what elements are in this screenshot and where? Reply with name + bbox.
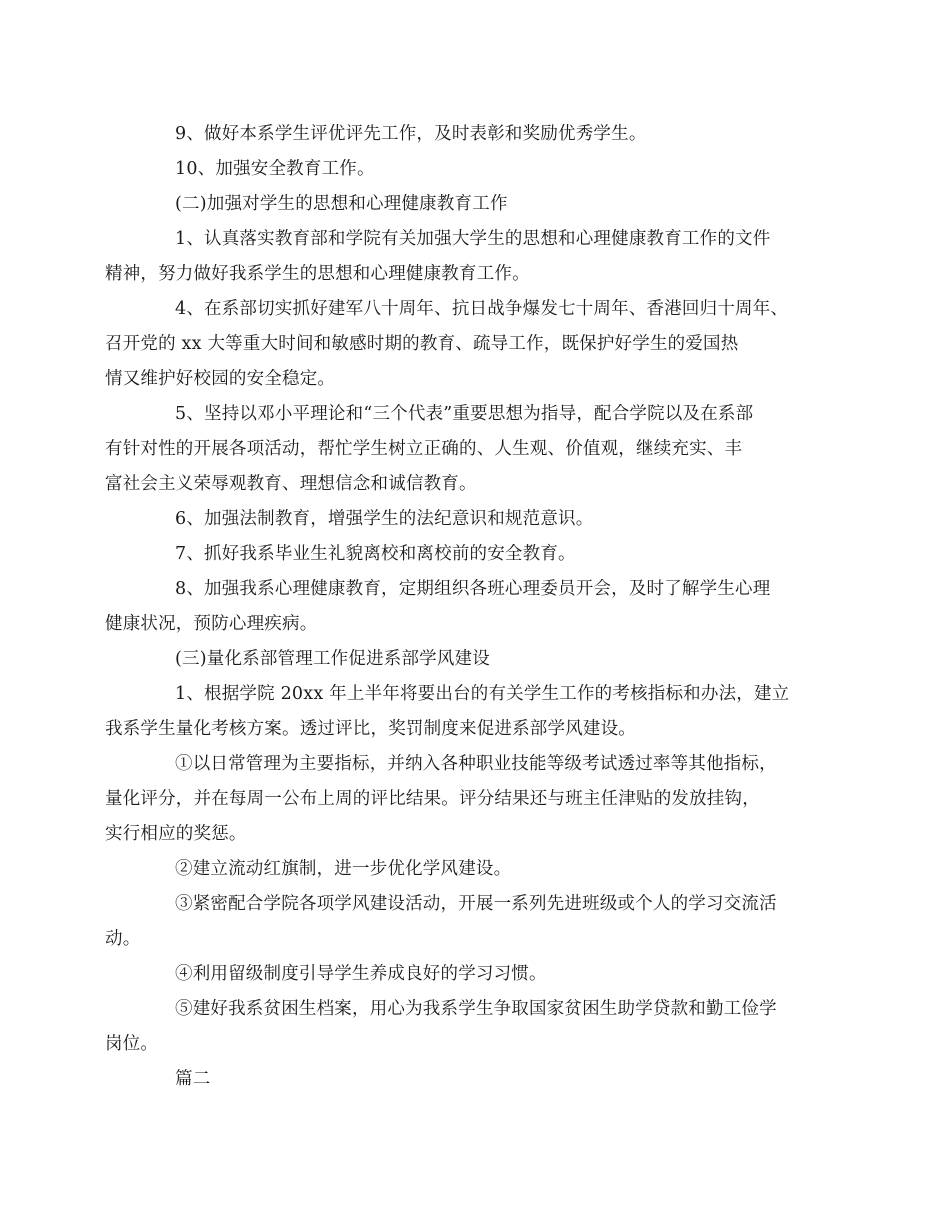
text-line: 7、抓好我系毕业生礼貌离校和离校前的安全教育。 xyxy=(175,544,576,564)
text-line: 精神，努力做好我系学生的思想和心理健康教育工作。 xyxy=(105,264,530,284)
text-line: 篇二 xyxy=(175,1069,211,1089)
paragraph xyxy=(105,677,830,747)
text-line: 实行相应的奖惩。 xyxy=(105,824,247,844)
text-line: 4、在系部切实抓好建军八十周年、抗日战争爆发七十周年、香港回归十周年、 xyxy=(175,299,789,319)
text-line: ①以日常管理为主要指标，并纳入各种职业技能等级考试透过率等其他指标， xyxy=(175,754,777,774)
text-line: 5、坚持以邓小平理论和“三个代表”重要思想为指导，配合学院以及在系部 xyxy=(175,404,754,424)
text-line: ②建立流动红旗制，进一步优化学风建设。 xyxy=(175,859,512,879)
paragraph xyxy=(140,957,830,992)
text-line: ④利用留级制度引导学生养成良好的学习习惯。 xyxy=(175,964,547,984)
text-line: 健康状况，预防心理疾病。 xyxy=(105,614,318,634)
text-line: 岗位。 xyxy=(105,1034,159,1054)
text-line: 召开党的 xx 大等重大时间和敏感时期的教育、疏导工作，既保护好学生的爱国热 xyxy=(105,334,739,354)
paragraph xyxy=(140,187,830,222)
paragraph xyxy=(140,117,830,152)
paragraph xyxy=(105,887,830,957)
text-line: 9、做好本系学生评优评先工作，及时表彰和奖励优秀学生。 xyxy=(175,124,647,144)
paragraph xyxy=(105,397,830,502)
paragraph xyxy=(140,642,830,677)
text-line: (三)量化系部管理工作促进系部学风建设 xyxy=(175,649,490,669)
text-line: 有针对性的开展各项活动，帮忙学生树立正确的、人生观、价值观，继续充实、丰 xyxy=(105,439,743,459)
paragraph xyxy=(140,537,830,572)
paragraph xyxy=(105,747,830,852)
text-line: 富社会主义荣辱观教育、理想信念和诚信教育。 xyxy=(105,474,477,494)
text-line: 8、加强我系心理健康教育，定期组织各班心理委员开会，及时了解学生心理 xyxy=(175,579,771,599)
text-line: 1、认真落实教育部和学院有关加强大学生的思想和心理健康教育工作的文件 xyxy=(175,229,771,249)
text-line: 我系学生量化考核方案。透过评比，奖罚制度来促进系部学风建设。 xyxy=(105,719,636,739)
text-line: 1、根据学院 20xx 年上半年将要出台的有关学生工作的考核指标和办法，建立 xyxy=(175,684,790,704)
paragraph xyxy=(140,502,830,537)
paragraph xyxy=(140,852,830,887)
text-line: 6、加强法制教育，增强学生的法纪意识和规范意识。 xyxy=(175,509,594,529)
paragraph xyxy=(105,222,830,292)
text-line: 量化评分，并在每周一公布上周的评比结果。评分结果还与班主任津贴的发放挂钩， xyxy=(105,789,760,809)
text-line: 情又维护好校园的安全稳定。 xyxy=(105,369,336,389)
paragraph xyxy=(105,992,830,1062)
text-line: 动。 xyxy=(105,929,141,949)
paragraph xyxy=(140,152,830,187)
text-line: 10、加强安全教育工作。 xyxy=(175,159,375,179)
paragraph xyxy=(105,572,830,642)
text-line: (二)加强对学生的思想和心理健康教育工作 xyxy=(175,194,508,214)
paragraph xyxy=(105,292,830,397)
document-body xyxy=(105,117,830,1097)
paragraph xyxy=(140,1062,830,1097)
text-line: ③紧密配合学院各项学风建设活动，开展一系列先进班级或个人的学习交流活 xyxy=(175,894,777,914)
text-line: ⑤建好我系贫困生档案，用心为我系学生争取国家贫困生助学贷款和勤工俭学 xyxy=(175,999,777,1019)
